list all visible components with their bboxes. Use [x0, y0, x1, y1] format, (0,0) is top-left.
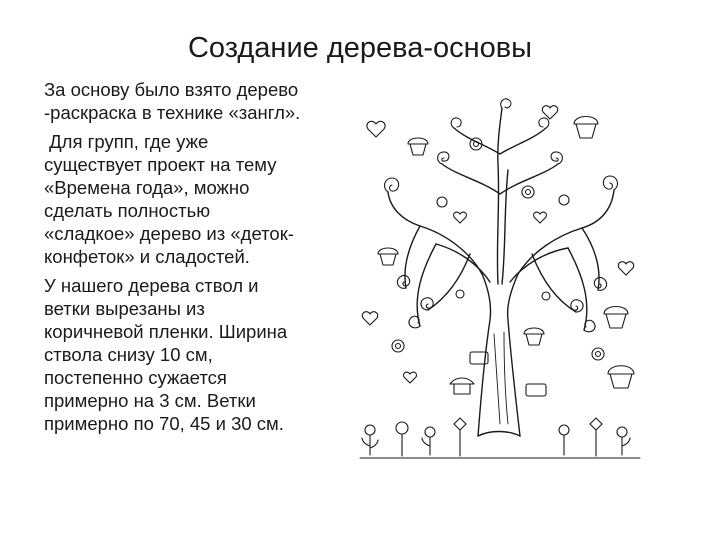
- text-line: ствола снизу 10 см,: [44, 344, 213, 365]
- text-line: примерно на 3 см. Ветки: [44, 390, 256, 411]
- text-line: ветки вырезаны из: [44, 298, 205, 319]
- text-line: За основу было взято дерево: [44, 79, 299, 100]
- text-line: примерно по 70, 45 и 30 см.: [44, 413, 284, 434]
- tree-branch: [388, 192, 482, 274]
- body-text: [44, 78, 349, 441]
- text-line: коричневой пленки. Ширина: [44, 321, 288, 342]
- spiral-curls: [385, 99, 618, 332]
- cupcake-doodles: [378, 117, 634, 389]
- paragraph-1: [44, 78, 349, 124]
- text-line: Для групп, где уже: [44, 131, 209, 152]
- text-line: У нашего дерева ствол и: [44, 275, 259, 296]
- text-line: «сладкое» дерево из «деток-: [44, 223, 294, 244]
- tree-branch: [497, 108, 502, 284]
- text-line: постепенно сужается: [44, 367, 227, 388]
- zentangle-tree-image: [350, 84, 650, 464]
- text-line: -раскраска в технике «зангл».: [44, 102, 301, 123]
- text-line: сделать полностью: [44, 200, 211, 221]
- paragraph-2: [44, 130, 349, 268]
- paragraph-3: [44, 274, 349, 435]
- text-line: существует проект на тему: [44, 154, 277, 175]
- slide-title: Создание дерева-основы: [187, 32, 533, 64]
- text-line: конфеток» и сладостей.: [44, 246, 250, 267]
- text-line: «Времена года», можно: [44, 177, 250, 198]
